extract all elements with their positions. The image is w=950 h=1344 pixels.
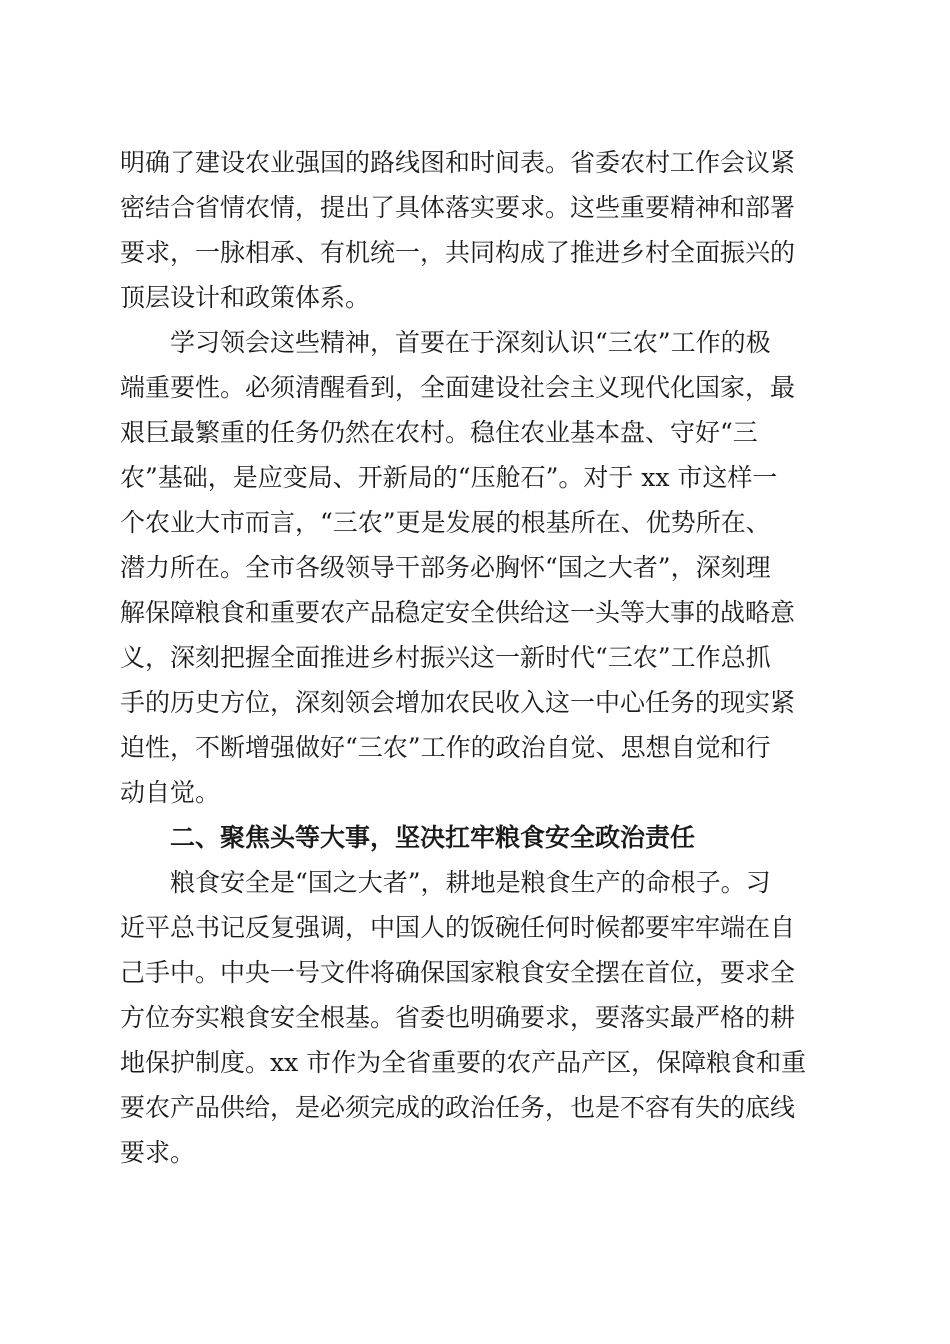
paragraph-1-line: 明确了建设农业强国的路线图和时间表。省委农村工作会议紧 [120,148,796,177]
paragraph-3-line: 己手中。中央一号文件将确保国家粮食安全摆在首位，要求全 [120,958,796,987]
paragraph-2-line: 艰巨最繁重的任务仍然在农村。稳住农业基本盘、守好“三 [120,418,758,447]
paragraph-2-line: 个农业大市而言，“三农”更是发展的根基所在、优势所在、 [120,508,771,537]
paragraph-2-line: 动自觉。 [120,778,221,807]
paragraph-2-line: 义，深刻把握全面推进乡村振兴这一新时代“三农”工作总抓 [120,643,771,672]
paragraph-1-line: 密结合省情农情，提出了具体落实要求。这些重要精神和部署 [120,193,796,222]
paragraph-3-line: 要农产品供给，是必须完成的政治任务，也是不容有失的底线 [120,1093,796,1122]
paragraph-1-line: 顶层设计和政策体系。 [120,283,371,312]
paragraph-3-line: 要求。 [120,1138,196,1167]
paragraph-2-line: 迫性，不断增强做好“三农”工作的政治自觉、思想自觉和行 [120,733,771,762]
paragraph-2-line: 手的历史方位，深刻领会增加农民收入这一中心任务的现实紧 [120,688,796,717]
section-heading: 二、聚焦头等大事，坚决扛牢粮食安全政治责任 [170,823,696,852]
paragraph-3-line: 粮食安全是“国之大者”，耕地是粮食生产的命根子。习 [170,868,771,897]
paragraph-2-line: 农”基础，是应变局、开新局的“压舱石”。对于 xx 市这样一 [120,463,778,492]
paragraph-2-line: 端重要性。必须清醒看到，全面建设社会主义现代化国家，最 [120,373,796,402]
paragraph-2-line: 潜力所在。全市各级领导干部务必胸怀“国之大者”，深刻理 [120,553,771,582]
paragraph-1-line: 要求，一脉相承、有机统一，共同构成了推进乡村全面振兴的 [120,238,796,267]
paragraph-3-line: 近平总书记反复强调，中国人的饭碗任何时候都要牢牢端在自 [120,913,796,942]
document-body [120,140,830,1175]
paragraph-3-line: 方位夯实粮食安全根基。省委也明确要求，要落实最严格的耕 [120,1003,796,1032]
paragraph-3-line: 地保护制度。xx 市作为全省重要的农产品产区，保障粮食和重 [120,1048,807,1077]
paragraph-2-line: 学习领会这些精神，首要在于深刻认识“三农”工作的极 [170,328,771,357]
paragraph-2-line: 解保障粮食和重要农产品稳定安全供给这一头等大事的战略意 [120,598,796,627]
